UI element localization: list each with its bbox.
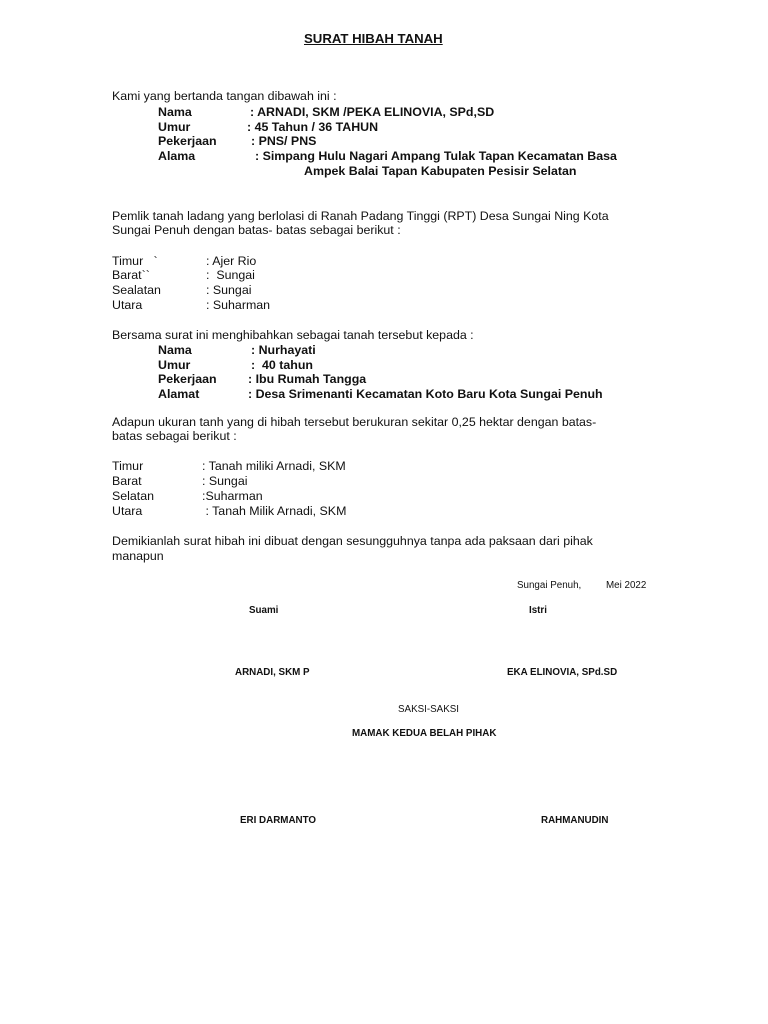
boundary2-label: Timur [112, 459, 144, 473]
boundary2-label: Utara [112, 504, 143, 518]
recipient-job-value: : Ibu Rumah Tangga [248, 372, 367, 386]
boundary2-label: Selatan [112, 489, 155, 503]
witness-1-name: ERI DARMANTO [240, 815, 317, 826]
husband-name: ARNADI, SKM P [235, 667, 310, 678]
wife-name: EKA ELINOVIA, SPd.SD [507, 667, 618, 678]
boundary2-value: :Suharman [202, 489, 263, 503]
giver-address-value-1: : Simpang Hulu Nagari Ampang Tulak Tapan Kecamatan Basa [255, 149, 617, 163]
recipient-address-value: : Desa Srimenanti Kecamatan Koto Baru Kota Sungai Penuh [248, 387, 603, 401]
giver-age-label: Umur [158, 120, 191, 134]
giver-age-value: : 45 Tahun / 36 TAHUN [247, 120, 379, 134]
giver-job-value: : PNS/ PNS [251, 134, 317, 148]
owner-text-1: Pemlik tanah ladang yang berlolasi di Ranah Padang Tinggi (RPT) Desa Sungai Ning Kota [112, 209, 609, 223]
recipient-job-label: Pekerjaan [158, 372, 217, 386]
boundary1-label: Utara [112, 298, 143, 312]
boundary1-value: : Suharman [206, 298, 271, 312]
giver-address-value-2: Ampek Balai Tapan Kabupaten Pesisir Selatan [304, 164, 577, 178]
size-text-1: Adapun ukuran tanh yang di hibah tersebut berukuran sekitar 0,25 hektar dengan batas- [112, 415, 597, 429]
boundary1-label: Sealatan [112, 283, 161, 297]
bersama-text: Bersama surat ini menghibahkan sebagai tanah tersebut kepada : [112, 328, 474, 342]
giver-address-label: Alama [158, 149, 196, 163]
closing-text-2: manapun [112, 549, 164, 563]
husband-label: Suami [249, 605, 279, 616]
closing-text-1: Demikianlah surat hibah ini dibuat dengan sesungguhnya tanpa ada paksaan dari pihak [112, 534, 593, 548]
place-text: Sungai Penuh, [517, 580, 582, 591]
boundary2-label: Barat [112, 474, 142, 488]
boundary1-value: : Ajer Rio [206, 254, 257, 268]
giver-job-label: Pekerjaan [158, 134, 217, 148]
size-text-2: batas sebagai berikut : [112, 429, 237, 443]
boundary1-label: Barat`` [112, 268, 150, 282]
owner-text-2: Sungai Penuh dengan batas- batas sebagai berikut : [112, 223, 401, 237]
date-text: Mei 2022 [606, 580, 647, 591]
boundary2-value: : Sungai [202, 474, 248, 488]
witnesses-label: SAKSI-SAKSI [398, 704, 459, 715]
recipient-address-label: Alamat [158, 387, 200, 401]
giver-name-value: : ARNADI, SKM /PEKA ELINOVIA, SPd,SD [250, 105, 495, 119]
recipient-age-value: : 40 tahun [251, 358, 313, 372]
recipient-name-label: Nama [158, 343, 192, 357]
witness-2-name: RAHMANUDIN [541, 815, 609, 826]
wife-label: Istri [529, 605, 547, 616]
elders-label: MAMAK KEDUA BELAH PIHAK [352, 728, 497, 739]
boundary1-value: : Sungai [206, 268, 255, 282]
intro-text: Kami yang bertanda tangan dibawah ini : [112, 89, 337, 103]
recipient-name-value: : Nurhayati [251, 343, 316, 357]
document-title: SURAT HIBAH TANAH [304, 31, 443, 46]
boundary1-value: : Sungai [206, 283, 252, 297]
giver-name-label: Nama [158, 105, 192, 119]
boundary2-value: : Tanah miliki Arnadi, SKM [202, 459, 346, 473]
boundary2-value: : Tanah Milik Arnadi, SKM [202, 504, 347, 518]
recipient-age-label: Umur [158, 358, 191, 372]
boundary1-label: Timur ` [112, 254, 158, 268]
